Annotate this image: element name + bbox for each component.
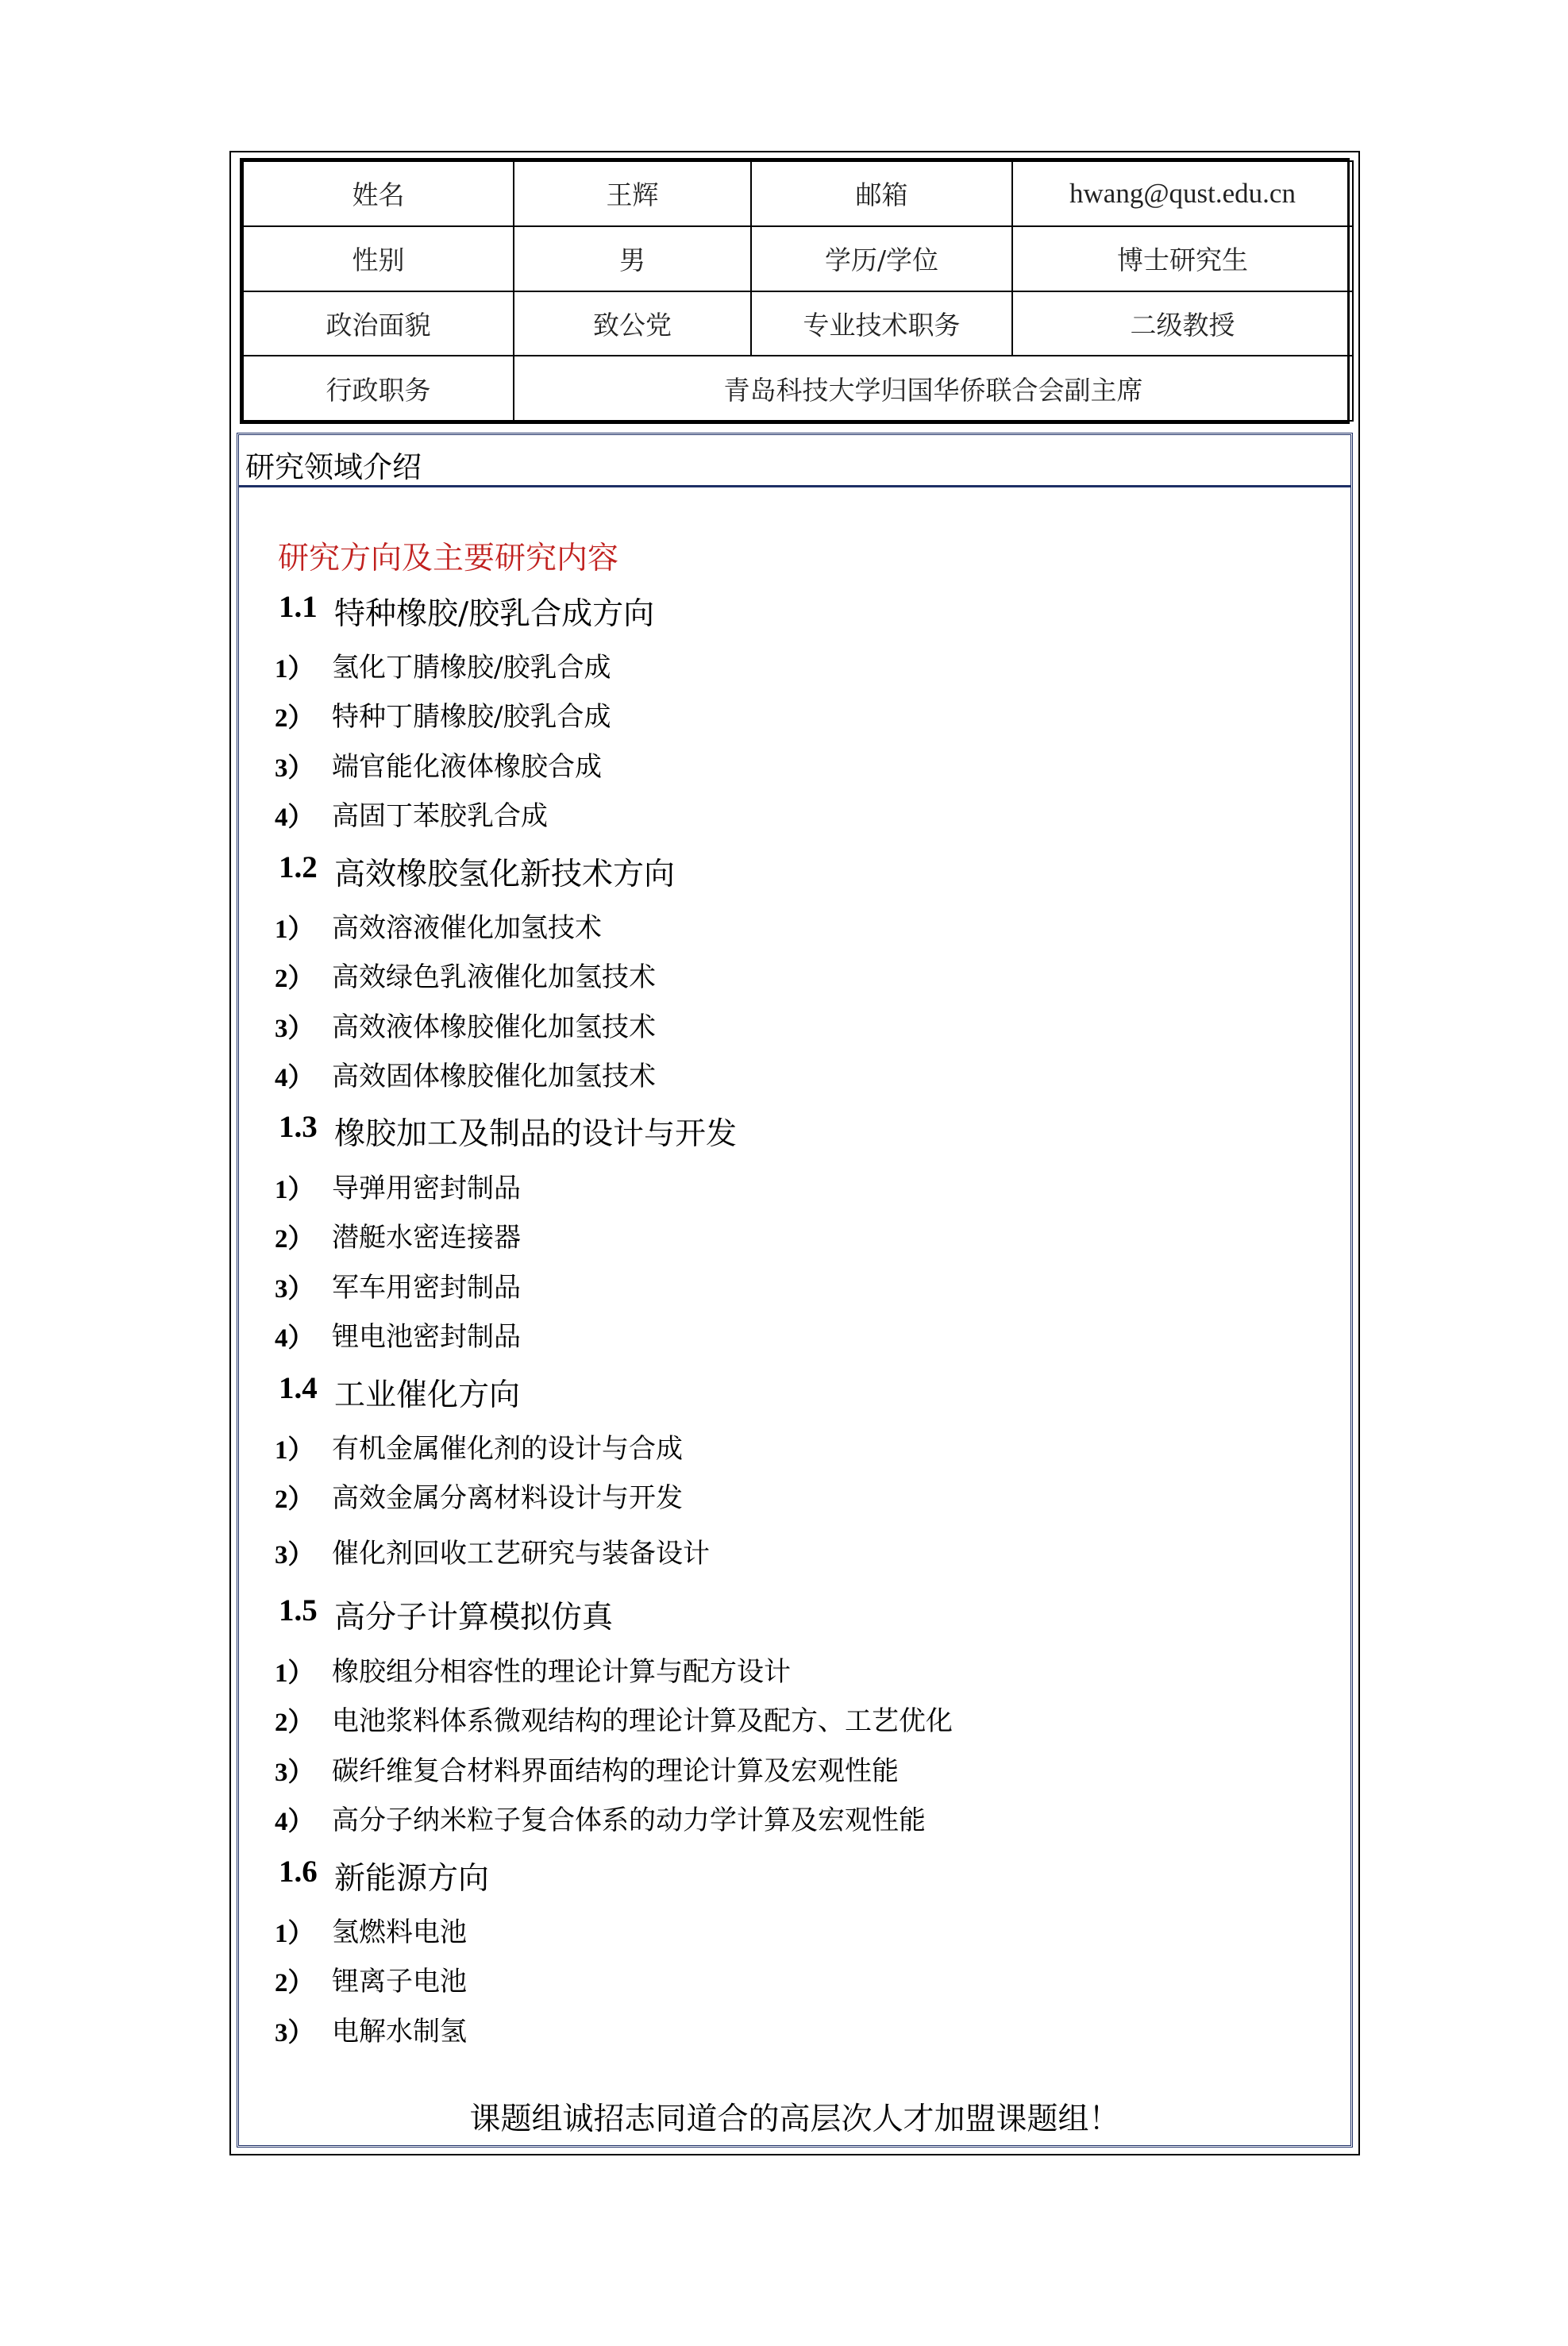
list-item-number: 2） — [275, 704, 314, 733]
list-item: 高固丁苯胶乳合成 — [332, 800, 548, 832]
title-label: 专业技术职务 — [751, 291, 1012, 356]
list-item: 锂离子电池 — [332, 1966, 467, 1997]
research-header-title: 研究领域介绍 — [245, 450, 422, 484]
list-item: 橡胶组分相容性的理论计算与配方设计 — [332, 1656, 791, 1688]
section-title: 高效橡胶氢化新技术方向 — [334, 857, 676, 892]
list-item-number: 4） — [275, 1324, 314, 1353]
list-item: 有机金属催化剂的设计与合成 — [332, 1433, 683, 1465]
political-label: 政治面貌 — [243, 291, 514, 356]
list-item: 高效液体橡胶催化加氢技术 — [332, 1011, 656, 1043]
political-value: 致公党 — [514, 291, 751, 356]
list-item: 潜艇水密连接器 — [332, 1222, 521, 1254]
list-item: 端官能化液体橡胶合成 — [332, 751, 602, 783]
list-item-number: 4） — [275, 1064, 314, 1092]
section-number: 1.2 — [279, 850, 318, 884]
list-item-number: 1） — [275, 915, 314, 944]
list-item-number: 1） — [275, 1436, 314, 1465]
research-section — [237, 433, 1353, 2148]
list-item: 电池浆料体系微观结构的理论计算及配方、工艺优化 — [332, 1705, 953, 1737]
list-item-number: 1） — [275, 1659, 314, 1688]
list-item: 电解水制氢 — [332, 2016, 467, 2047]
list-item-number: 3） — [275, 1275, 314, 1304]
list-item: 高效固体橡胶催化加氢技术 — [332, 1061, 656, 1092]
email-label: 邮箱 — [751, 161, 1012, 226]
list-item: 特种丁腈橡胶/胶乳合成 — [332, 701, 611, 733]
list-item-number: 1） — [275, 1920, 314, 1948]
list-item: 锂电池密封制品 — [332, 1321, 521, 1353]
list-item-number: 2） — [275, 1969, 314, 1997]
list-item-number: 2） — [275, 1485, 314, 1514]
table-row — [243, 356, 1353, 421]
name-value: 王辉 — [514, 161, 751, 226]
list-item: 高分子纳米粒子复合体系的动力学计算及宏观性能 — [332, 1805, 926, 1836]
list-item-number: 2） — [275, 1708, 314, 1737]
section-title: 橡胶加工及制品的设计与开发 — [334, 1116, 738, 1152]
email-value: hwang@qust.edu.cn — [1012, 161, 1353, 226]
list-item-number: 3） — [275, 1541, 314, 1570]
list-item: 高效绿色乳液催化加氢技术 — [332, 961, 656, 993]
gender-value: 男 — [514, 226, 751, 291]
list-item-number: 1） — [275, 655, 314, 684]
list-item: 氢燃料电池 — [332, 1916, 467, 1948]
recruitment-notice: 课题组诚招志同道合的高层次人才加盟课题组！ — [469, 2101, 1120, 2137]
section-number: 1.6 — [279, 1855, 318, 1889]
list-item-number: 4） — [275, 1808, 314, 1836]
list-item: 军车用密封制品 — [332, 1272, 521, 1304]
list-item-number: 3） — [275, 1015, 314, 1043]
gender-label: 性别 — [243, 226, 514, 291]
list-item-number: 3） — [275, 754, 314, 783]
list-item-number: 4） — [275, 803, 314, 832]
list-item-number: 1） — [275, 1176, 314, 1204]
list-item: 高效溶液催化加氢技术 — [332, 912, 602, 944]
section-number: 1.3 — [279, 1110, 318, 1144]
research-subtitle: 研究方向及主要研究内容 — [278, 541, 619, 576]
research-content — [239, 435, 1350, 2145]
admin-position-value: 青岛科技大学归国华侨联合会副主席 — [514, 356, 1353, 421]
list-item: 导弹用密封制品 — [332, 1173, 521, 1204]
section-title: 工业催化方向 — [334, 1377, 521, 1413]
list-item: 碳纤维复合材料界面结构的理论计算及宏观性能 — [332, 1755, 899, 1787]
name-label: 姓名 — [243, 161, 514, 226]
list-item: 氢化丁腈橡胶/胶乳合成 — [332, 652, 611, 684]
title-value: 二级教授 — [1012, 291, 1353, 356]
table-row — [243, 226, 1353, 291]
degree-value: 博士研究生 — [1012, 226, 1353, 291]
personal-info-table — [240, 158, 1350, 424]
admin-position-label: 行政职务 — [243, 356, 514, 421]
list-item-number: 3） — [275, 2019, 314, 2047]
degree-label: 学历/学位 — [751, 226, 1012, 291]
section-number: 1.5 — [279, 1593, 318, 1628]
section-title: 新能源方向 — [334, 1861, 490, 1897]
list-item-number: 2） — [275, 965, 314, 993]
list-item-number: 3） — [275, 1759, 314, 1787]
section-title: 高分子计算模拟仿真 — [334, 1600, 614, 1635]
list-item-number: 2） — [275, 1225, 314, 1254]
table-row — [243, 291, 1353, 356]
list-item: 高效金属分离材料设计与开发 — [332, 1482, 683, 1514]
section-number: 1.4 — [279, 1371, 318, 1405]
section-number: 1.1 — [279, 590, 318, 624]
section-title: 特种橡胶/胶乳合成方向 — [334, 596, 655, 632]
table-row — [243, 161, 1353, 226]
list-item: 催化剂回收工艺研究与装备设计 — [332, 1538, 710, 1570]
